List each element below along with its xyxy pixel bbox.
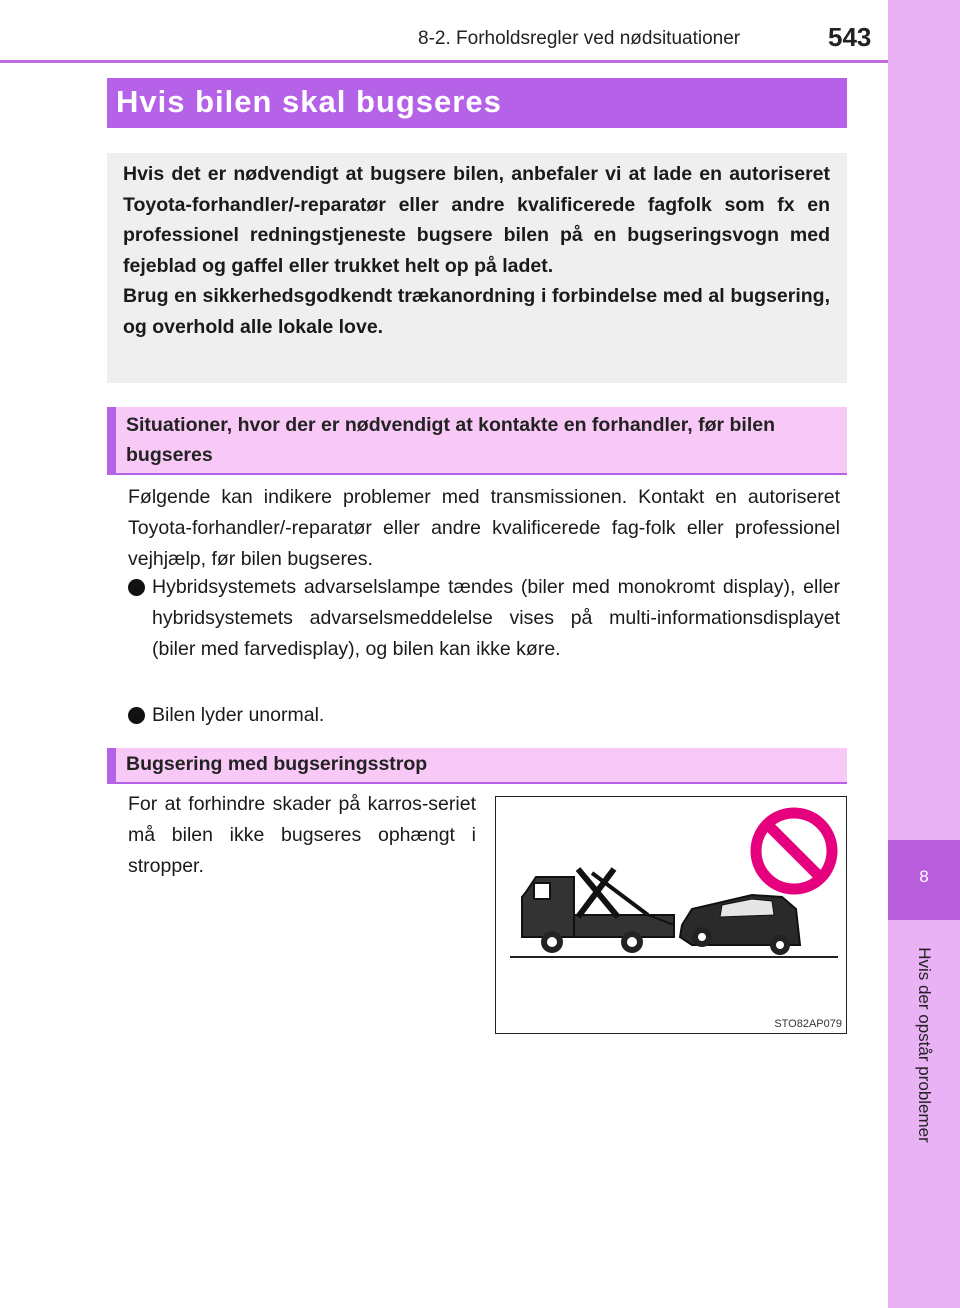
bullet-icon [128,707,145,724]
chapter-tab[interactable]: 8 [888,840,960,920]
header-section-path: 8-2. Forholdsregler ved nødsituationer [418,28,741,49]
intro-paragraph-2: Brug en sikkerhedsgodkendt trækanordning i forbindelse med al bugsering, og overhold alle lokale love. [123,285,830,338]
image-code: STO82AP079 [774,1018,842,1030]
car-hub [776,941,784,949]
list-item-text: Hybridsystemets advarselslampe tændes (biler med monokromt display), eller hybridsystemets advarselsmeddelelse vises på multi-informationsdisplayet (biler med farvedisplay), og bilen kan ikke køre. [152,576,840,660]
subheading-dealer-contact: Situationer, hvor der er nødvendigt at kontakte en forhandler, før bilen bugseres [107,407,847,475]
list-item [128,700,840,731]
list-item [128,572,840,665]
header-rule [0,60,888,63]
towing-strap-paragraph: For at forhindre skader på karros-seriet må bilen ikke bugseres ophængt i stropper. [128,793,476,877]
transmission-paragraph: Følgende kan indikere problemer med transmissionen. Kontakt en autoriseret Toyota-forhandler/-reparatør eller andre kvalificerede fag-folk eller professionel vejhjælp, før bilen bugseres. [128,486,840,570]
section-title: Hvis bilen skal bugseres [107,78,847,128]
intro-box [107,153,847,383]
truck-hub [627,937,637,947]
bullet-icon [128,579,145,596]
list-item-text: Bilen lyder unormal. [152,704,325,726]
sidebar-chapter-title: Hvis der opstår problemer [915,947,934,1143]
tow-truck-illustration [495,796,847,1034]
truck-hub [547,937,557,947]
tow-truck-drawing [496,797,846,1033]
prohibition-icon [756,813,832,889]
subheading-towing-strap: Bugsering med bugseringsstrop [107,748,847,784]
page-number: 543 [828,22,872,52]
car-hub [698,933,706,941]
tow-truck-icon [522,869,674,937]
intro-paragraph-1: Hvis det er nødvendigt at bugsere bilen, anbefaler vi at lade en autoriseret Toyota-forhandler/-reparatør eller andre kvalificerede fagfolk som fx en professionel redningstjeneste bugsere bilen på en bugseringsvogn med fejeblad og gaffel eller trukket helt op på ladet. [123,163,830,277]
